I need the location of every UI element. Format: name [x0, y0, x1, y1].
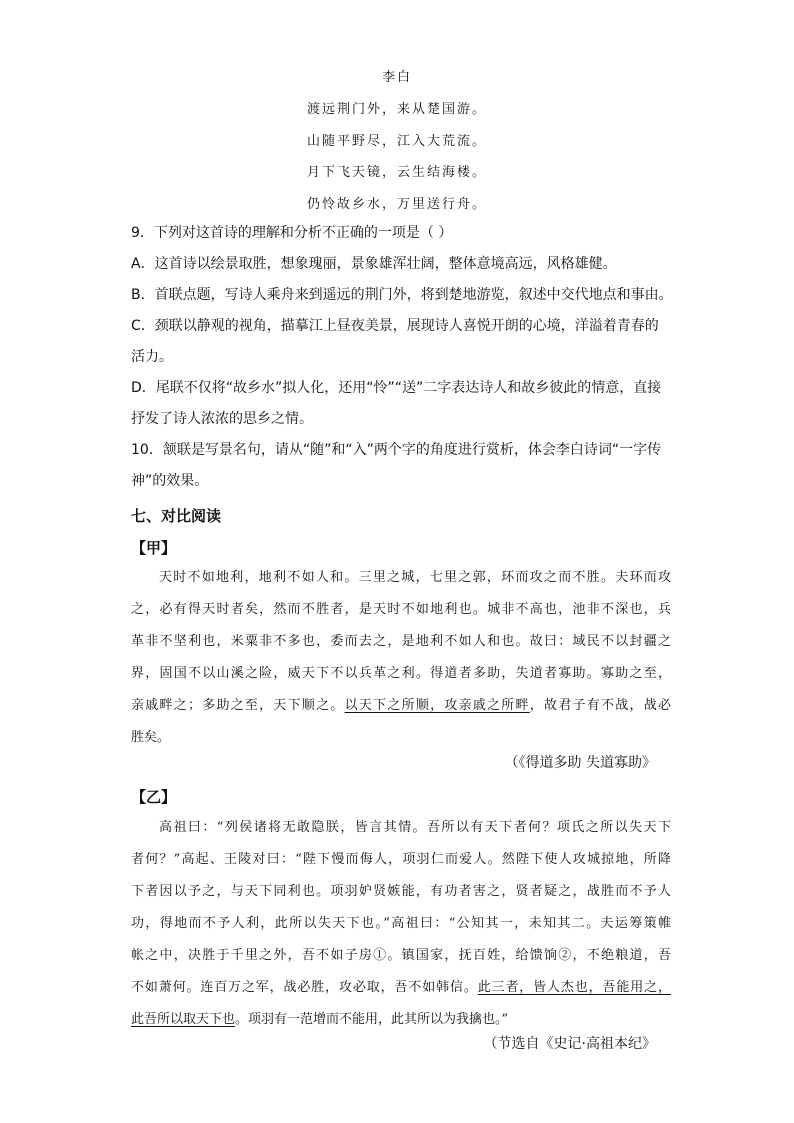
question-9 — [131, 218, 671, 435]
passage-jia-underlined-sentence: 以天下之所顺，攻亲戚之所畔 — [344, 698, 530, 713]
poem-author: 李白 — [381, 70, 412, 85]
passage-yi-line-6 — [131, 972, 671, 1004]
question-9-option-c-line-2: 活力。 — [131, 349, 173, 365]
question-9-option-d-line-1: D．尾联不仅将“故乡水”拟人化，还用“怜”“送”二字表达诗人和故乡彼此的情意，直接 — [131, 380, 662, 396]
passage-yi-line-1: 高祖曰：“列侯诸将无敢隐朕，皆言其情。吾所以有天下者何？项氏之所以失天下 — [159, 820, 671, 835]
poem-line-2: 山随平野尽，江入大荒流。 — [306, 134, 487, 149]
question-10-line-2: 神”的效果。 — [131, 473, 209, 489]
poem-line-3: 月下飞天镜，云生结海楼。 — [306, 165, 487, 180]
poem-line-1: 渡远荆门外，来从楚国游。 — [306, 102, 487, 117]
passage-yi-line-4: 功，得地而不予人利，此所以失天下也。”高祖曰：“公知其一，未知其二。夫运筹策帷 — [131, 916, 671, 931]
passage-jia-line-3: 革非不坚利也，米粟非不多也，委而去之，是地利不如人和也。故曰：域民不以封疆之 — [131, 634, 671, 649]
passage-yi-label: 【乙】 — [131, 788, 177, 806]
passage-yi-source: （节选自《史记·高祖本纪》 — [483, 1036, 656, 1052]
question-9-option-c-line-1: C．颈联以静观的视角，描摹江上昼夜美景，展现诗人喜悦开朗的心境，洋溢着青春的 — [131, 318, 659, 334]
passage-jia-line-4: 界，固国不以山溪之险，威天下不以兵革之利。得道者多助，失道者寡助。寡助之至， — [131, 666, 671, 681]
passage-jia — [131, 562, 671, 754]
passage-yi-underlined-sentence-part-1: 此三者，皆人杰也，吾能用之， — [477, 980, 671, 995]
passage-yi-line-2: 者何？”高起、王陵对曰：“陛下慢而侮人，项羽仁而爱人。然陛下使人攻城掠地，所降 — [131, 852, 671, 867]
question-9-stem: 9．下列对这首诗的理解和分析不正确的一项是（ ） — [131, 225, 453, 241]
passage-yi-line-6-start: 不如萧何。连百万之军，战必胜，攻必取，吾不如韩信。 — [131, 980, 478, 995]
passage-yi — [131, 812, 671, 1036]
passage-jia-line-5 — [131, 690, 671, 722]
question-9-option-b: B．首联点题，写诗人乘舟来到遥远的荆门外，将到楚地游览，叙述中交代地点和事由。 — [131, 287, 673, 303]
section-heading: 七、对比阅读 — [131, 507, 222, 525]
passage-jia-source: （《得道多助 失道寡助》 — [504, 755, 656, 771]
passage-yi-line-5: 帐之中，决胜于千里之外，吾不如子房①。镇国家，抚百姓，给馈饷②，不绝粮道，吾 — [131, 948, 671, 963]
question-10 — [131, 435, 671, 497]
question-9-option-d-line-2: 抒发了诗人浓浓的思乡之情。 — [131, 411, 313, 427]
passage-yi-underlined-sentence-part-2: 此吾所以取天下也 — [131, 1012, 236, 1027]
passage-yi-line-3: 下者因以予之，与天下同利也。项羽妒贤嫉能，有功者害之，贤者疑之，战胜而不予人 — [131, 884, 671, 899]
question-9-option-a: A．这首诗以绘景取胜，想象瑰丽，景象雄浑壮阔，整体意境高远，风格雄健。 — [131, 256, 617, 272]
passage-jia-line-2: 之，必有得天时者矣，然而不胜者，是天时不如地利也。城非不高也，池非不深也，兵 — [131, 602, 671, 617]
passage-jia-label: 【甲】 — [131, 539, 177, 557]
passage-jia-line-5-start: 亲戚畔之；多助之至，天下顺之。 — [131, 698, 345, 713]
passage-jia-line-6: 胜矣。 — [131, 730, 171, 745]
passage-jia-line-1: 天时不如地利，地利不如人和。三里之城，七里之郭，环而攻之而不胜。夫环而攻 — [159, 570, 671, 585]
passage-yi-line-7-end: 。项羽有一范增而不能用，此其所以为我擒也。” — [235, 1012, 509, 1027]
question-10-line-1: 10．颔联是写景名句，请从“随”和“入”两个字的角度进行赏析，体会李白诗词“一字传 — [131, 442, 662, 458]
passage-yi-line-7 — [131, 1004, 671, 1036]
poem-line-4: 仍怜故乡水，万里送行舟。 — [306, 197, 487, 212]
passage-jia-line-5-end: ，故君子有不战，战必 — [529, 698, 671, 713]
